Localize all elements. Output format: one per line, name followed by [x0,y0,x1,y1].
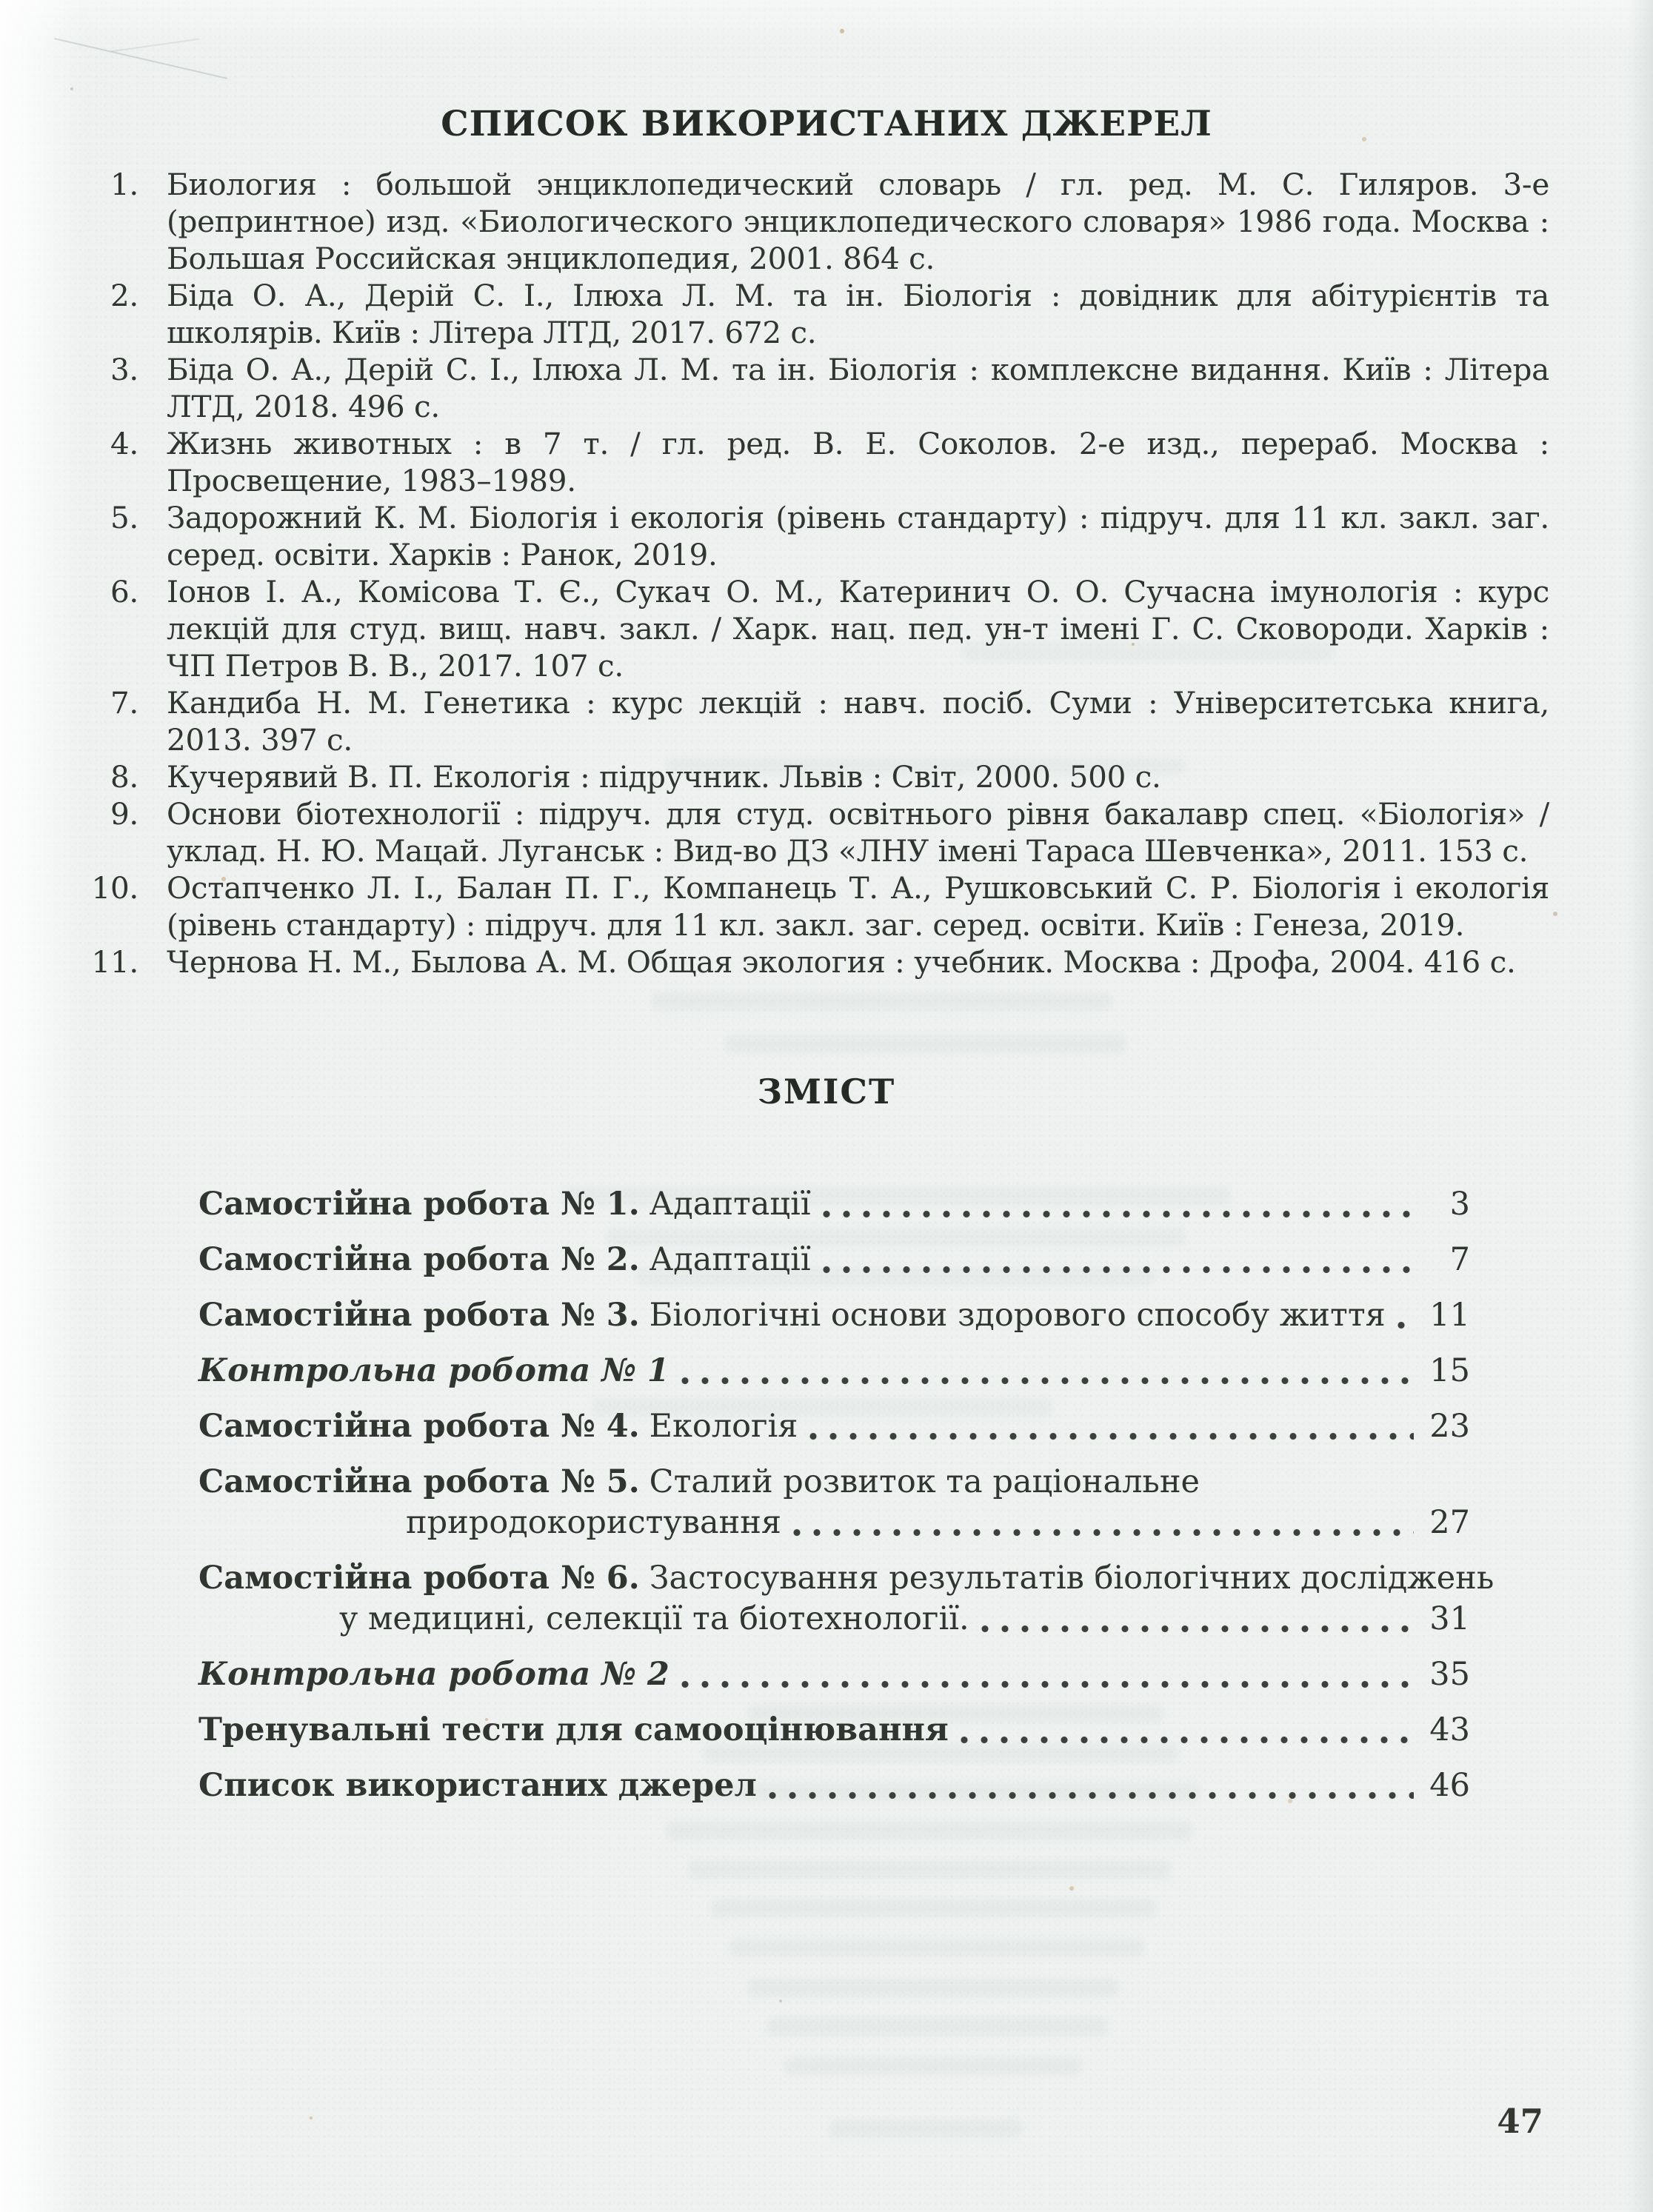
toc-entry [198,1765,1470,1806]
bibliography-item [110,499,1549,573]
bibliography-item [91,869,1549,943]
toc-entry [198,1462,1470,1543]
bibliography-item [110,758,1549,795]
bibliography-item-text: Остапченко Л. І., Балан П. Г., Компанець Т. А., Рушковський С. Р. Біологія і екологія (рівень стандарту) : підруч. для 11 кл. закл. заг. серед. освіти. Київ : Генеза, 2019. [167,870,1549,943]
bibliography-item [91,943,1549,980]
toc-entry-subtitle: Адаптації [649,1240,811,1278]
toc-entry [198,1654,1470,1695]
toc-entry-line [198,1710,1470,1751]
toc-entry-line [198,1654,1470,1695]
toc-entry [198,1710,1470,1751]
bibliography-item [110,573,1549,684]
toc-leader-dots [1397,1321,1414,1329]
bibliography-item-text: Кандиба Н. М. Генетика : курс лекцій : навч. посіб. Суми : Університетська книга, 2013. 397 с. [167,685,1549,758]
bibliography-item-number: 10. [91,870,138,906]
toc-entry [198,1558,1495,1640]
toc-entry-line [198,1462,1470,1503]
toc-leader-dots [823,1266,1414,1274]
toc-entry-label: Самостійна робота № 1. [198,1185,640,1223]
toc-entry-line [198,1295,1470,1336]
toc-entry-label: Самостійна робота № 5. [198,1463,640,1500]
bibliography-item-number: 2. [110,278,138,314]
toc-entry-continuation-text: природокористування [406,1503,782,1541]
bibliography-item-text: Жизнь животных : в 7 т. / гл. ред. В. Е. Соколов. 2-е изд., перераб. Москва : Просвещение, 1983–1989. [167,426,1549,499]
toc-entry-line [198,1240,1470,1280]
page-number: 47 [1497,2102,1543,2141]
bibliography-item-text: Кучерявий В. П. Екологія : підручник. Львів : Світ, 2000. 500 с. [167,759,1161,795]
bibliography-item-number: 5. [110,500,138,536]
toc-entry-subtitle: Біологічні основи здорового способу життя [649,1296,1386,1334]
bibliography-item-text: Біда О. А., Дерій С. І., Ілюха Л. М. та ін. Біологія : довідник для абітурієнтів та школярів. Київ : Літера ЛТД, 2017. 672 с. [167,278,1549,351]
bibliography-item [110,795,1549,869]
toc-entry-page-number: 46 [1429,1766,1470,1804]
toc-entry-continuation-line [406,1503,1470,1543]
toc-entry-label: Самостійна робота № 3. [198,1296,640,1334]
bibliography-item-number: 1. [110,167,138,203]
toc-leader-dots [681,1377,1414,1385]
toc-entry-subtitle: Екологія [649,1407,798,1445]
toc-entry-line [198,1558,1495,1599]
bibliography-item-number: 4. [110,426,138,462]
bibliography-item-number: 6. [110,574,138,610]
toc-leader-dots [793,1528,1414,1537]
toc-entry [198,1184,1470,1225]
toc-leader-dots [823,1210,1414,1218]
toc-entry-label: Контрольна робота № 1 [198,1351,669,1389]
toc-entry-continuation-line [339,1599,1470,1640]
bibliography-item-text: Биология : большой энциклопедический словарь / гл. ред. М. С. Гиляров. 3-е (репринтное) изд. «Биологического энциклопедического словаря» 1986 года. Москва : Большая Российская энциклопедия, 2001. 864 с. [167,167,1549,277]
bibliography-item-number: 11. [91,944,138,980]
toc-entry-subtitle: Адаптації [649,1185,811,1223]
toc-entry-label: Самостійна робота № 6. [198,1559,640,1597]
bibliography-item [110,684,1549,758]
toc-leader-dots [769,1791,1414,1800]
toc-entry-line [198,1765,1470,1806]
toc-entry [198,1240,1470,1280]
bibliography-item [110,166,1549,277]
bibliography-title: СПИСОК ВИКОРИСТАНИХ ДЖЕРЕЛ [441,104,1212,144]
toc-entry-page-number: 23 [1429,1407,1470,1445]
toc-leader-dots [961,1736,1414,1744]
toc-entry-subtitle: Застосування результатів біологічних досліджень [649,1559,1495,1597]
toc-entry-page-number: 35 [1429,1655,1470,1693]
toc-entry-page-number: 27 [1429,1503,1470,1541]
toc-entry-page-number: 15 [1429,1351,1470,1389]
toc-entry-line [198,1406,1470,1447]
bibliography-item-text: Основи біотехнології : підруч. для студ. освітнього рівня бакалавр спец. «Біологія» / уклад. Н. Ю. Мацай. Луганськ : Вид-во ДЗ «ЛНУ імені Тараса Шевченка», 2011. 153 с. [167,796,1549,869]
toc-list [198,1184,1495,1806]
toc-leader-dots [981,1625,1414,1633]
toc-entry-label: Контрольна робота № 2 [198,1655,669,1693]
toc-entry-label: Тренувальні тести для самооцінювання [198,1711,949,1748]
toc-leader-dots [681,1680,1414,1688]
toc-entry-line [198,1351,1470,1391]
toc-entry [198,1351,1470,1391]
bibliography-item-number: 3. [110,352,138,388]
toc-leader-dots [809,1432,1414,1440]
bibliography-item-text: Задорожний К. М. Біологія і екологія (рівень стандарту) : підруч. для 11 кл. закл. заг. серед. освіти. Харків : Ранок, 2019. [167,500,1549,573]
toc-entry-page-number: 11 [1429,1296,1470,1334]
bibliography-item-number: 7. [110,685,138,721]
bibliography-item-text: Іонов І. А., Комісова Т. Є., Сукач О. М., Катеринич О. О. Сучасна імунологія : курс лекцій для студ. вищ. навч. закл. / Харк. нац. пед. ун-т імені Г. С. Сковороди. Харків : ЧП Петров В. В., 2017. 107 с. [167,574,1549,684]
bibliography-item-text: Чернова Н. М., Былова А. М. Общая экология : учебник. Москва : Дрофа, 2004. 416 с. [167,944,1516,980]
toc-entry-subtitle: Сталий розвиток та раціональне [649,1463,1200,1500]
bibliography-item-text: Біда О. А., Дерій С. І., Ілюха Л. М. та ін. Біологія : комплексне видання. Київ : Літера ЛТД, 2018. 496 с. [167,352,1549,425]
toc-entry-page-number: 43 [1429,1711,1470,1748]
bibliography-item [110,351,1549,425]
toc-entry-continuation-text: у медицині, селекції та біотехнології. [339,1600,969,1637]
bibliography-item [110,425,1549,499]
bibliography-item-number: 9. [110,796,138,832]
bibliography-item-number: 8. [110,759,138,795]
toc-title: ЗМІСТ [757,1072,896,1112]
bibliography-item [110,277,1549,351]
toc-entry-label: Самостійна робота № 4. [198,1407,640,1445]
toc-entry [198,1295,1470,1336]
toc-entry-line [198,1184,1470,1225]
toc-entry-page-number: 31 [1429,1600,1470,1637]
bibliography-list [91,166,1549,980]
toc-entry-label: Список використаних джерел [198,1766,757,1804]
toc-entry-page-number: 3 [1449,1185,1470,1223]
toc-entry-label: Самостійна робота № 2. [198,1240,640,1278]
toc-entry [198,1406,1470,1447]
toc-entry-page-number: 7 [1449,1240,1470,1278]
